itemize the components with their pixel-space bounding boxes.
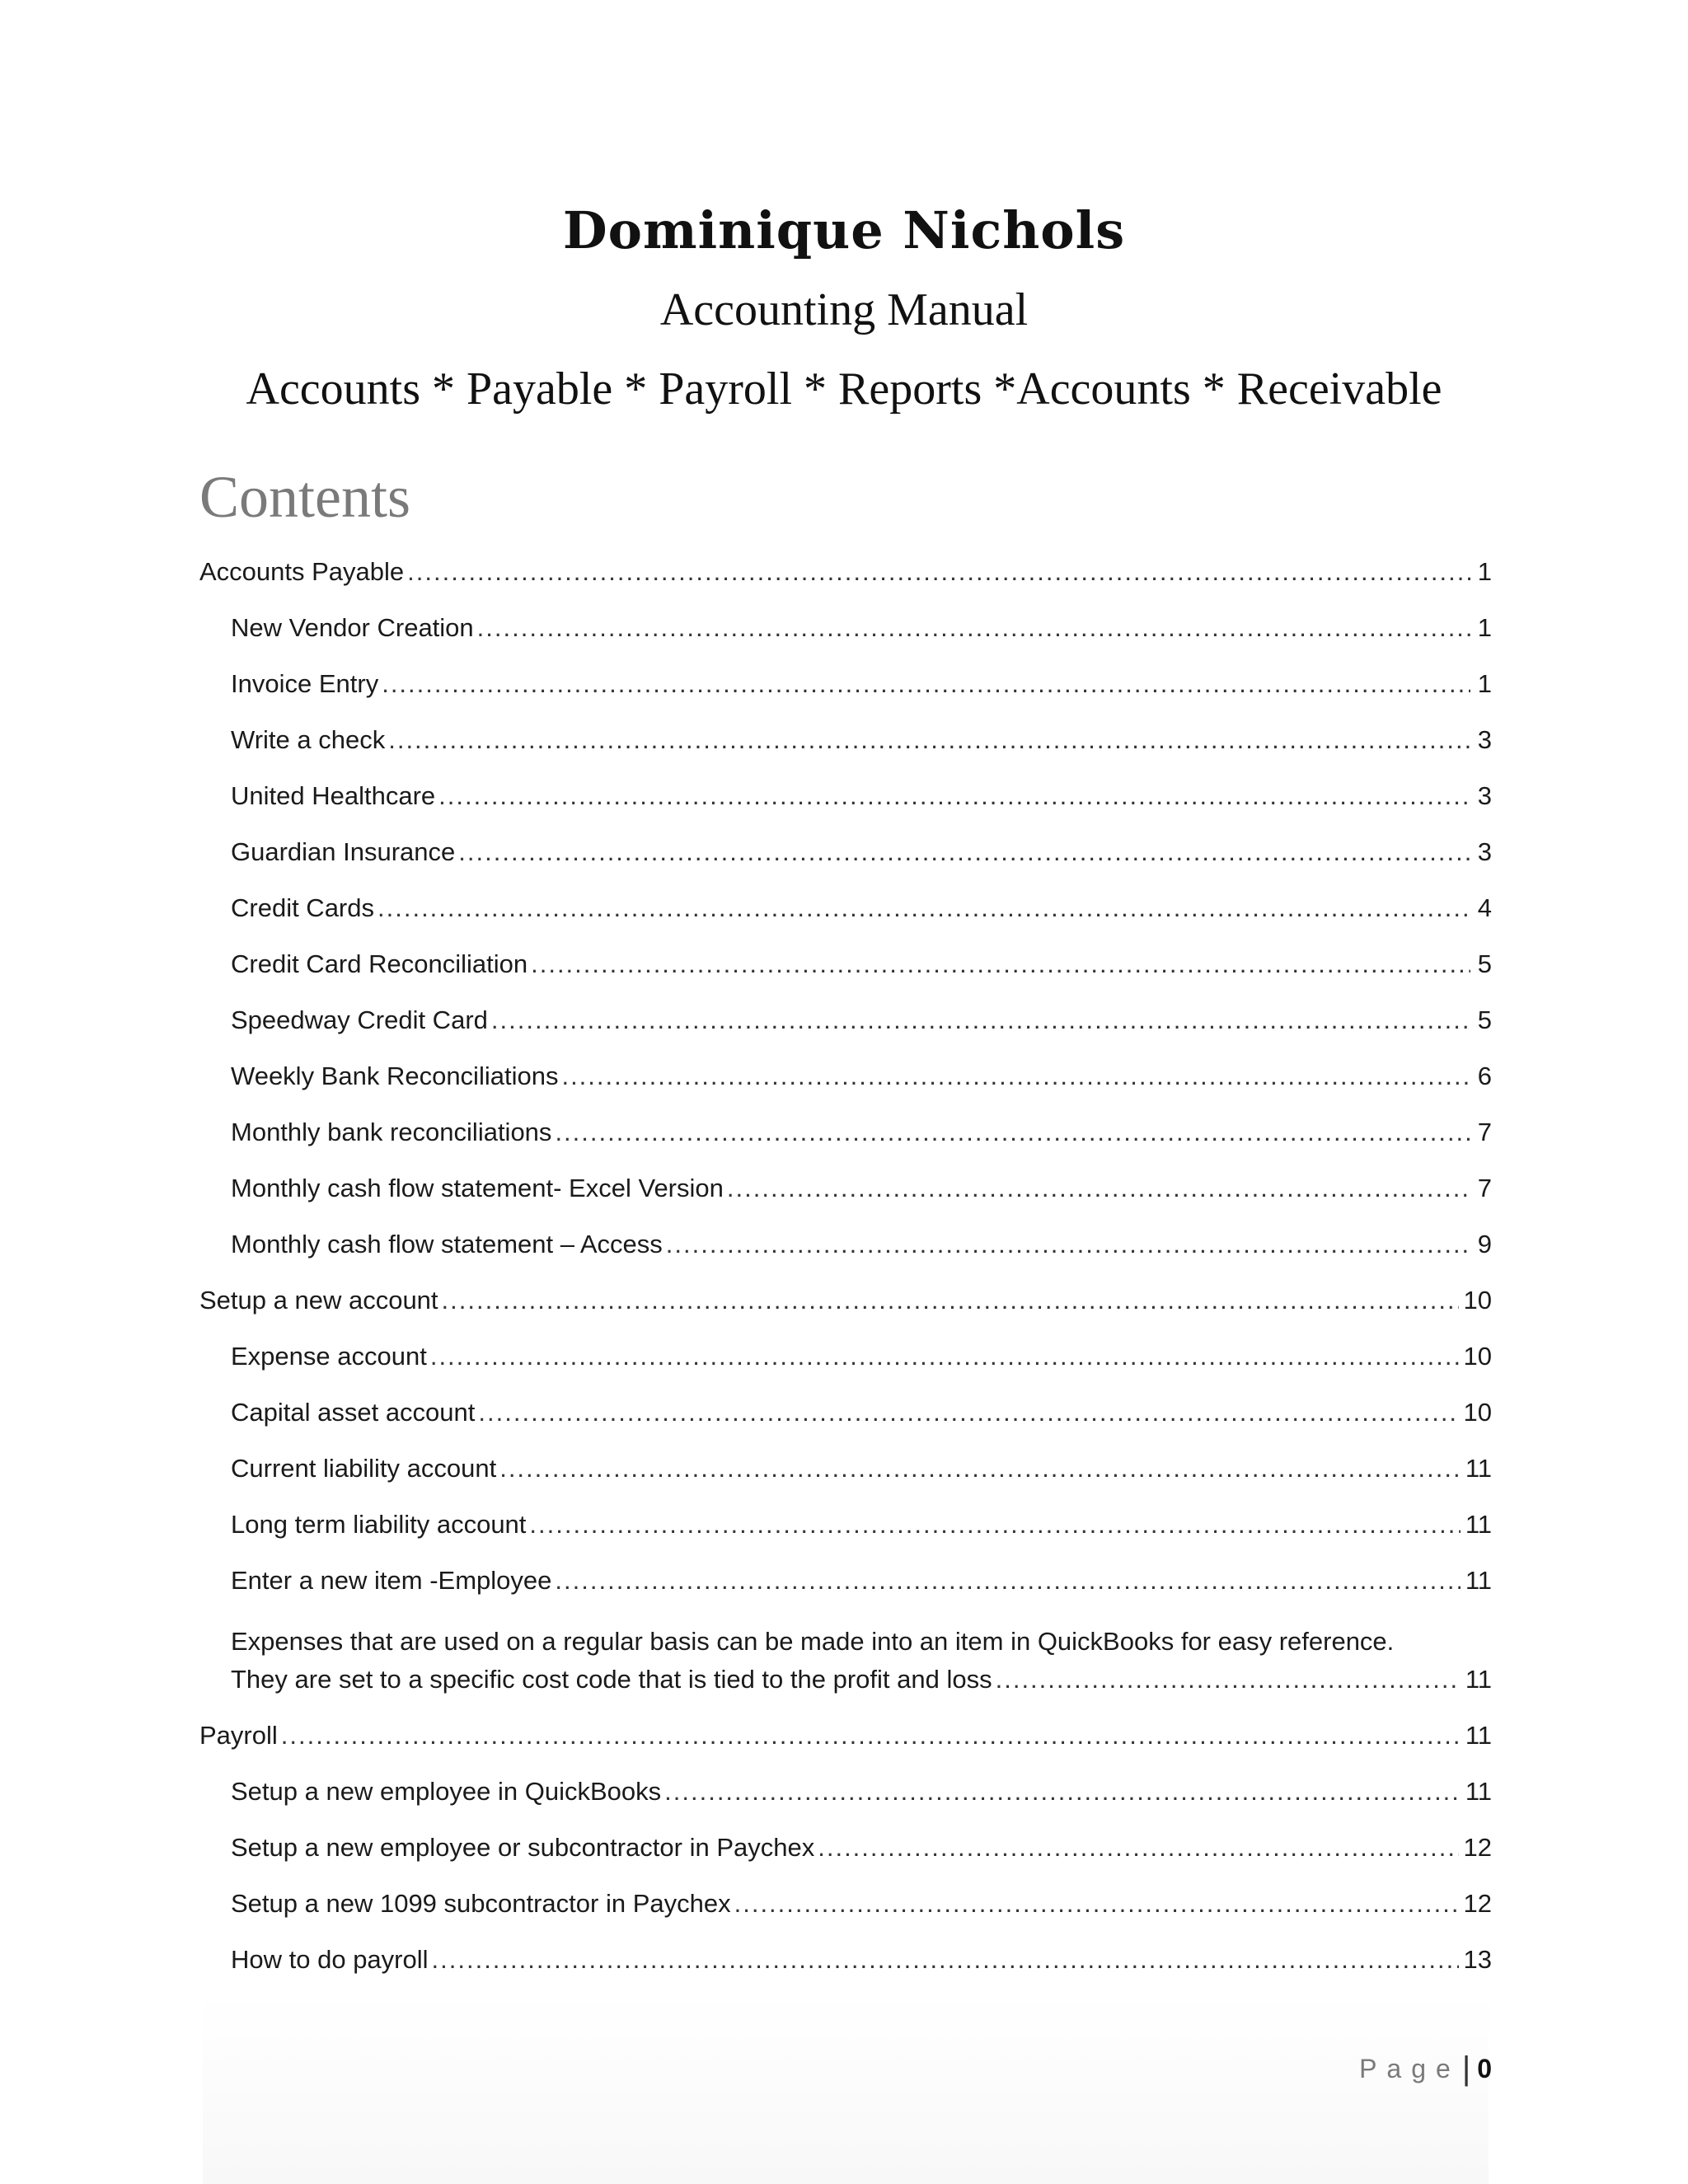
toc-entry-text: Setup a new account bbox=[199, 1286, 438, 1315]
toc-page-number: 10 bbox=[1463, 1342, 1492, 1371]
toc-subsection-entry[interactable] bbox=[199, 1808, 1492, 1864]
toc-subsection-entry[interactable] bbox=[199, 1597, 1492, 1696]
contents-heading: Contents bbox=[199, 464, 411, 530]
document-header bbox=[0, 191, 1688, 429]
footer-page-number: 0 bbox=[1477, 2053, 1492, 2083]
footer-separator: | bbox=[1461, 2050, 1471, 2087]
toc-subsection-entry[interactable] bbox=[199, 1149, 1492, 1205]
toc-page-number: 11 bbox=[1465, 1566, 1492, 1595]
toc-subsection-entry[interactable] bbox=[199, 1373, 1492, 1429]
toc-page-number: 12 bbox=[1463, 1889, 1492, 1918]
toc-subsection-entry[interactable] bbox=[199, 1317, 1492, 1373]
toc-section-entry[interactable] bbox=[199, 532, 1492, 588]
toc-subsection-entry[interactable] bbox=[199, 1093, 1492, 1149]
toc-page-number: 10 bbox=[1463, 1286, 1492, 1315]
toc-entry-text: Monthly cash flow statement- Excel Version bbox=[231, 1174, 724, 1202]
toc-leader-dots bbox=[561, 1060, 1470, 1093]
toc-page-number: 6 bbox=[1477, 1062, 1492, 1090]
toc-entry-text: Payroll bbox=[199, 1721, 278, 1750]
toc-subsection-entry[interactable] bbox=[199, 757, 1492, 813]
toc-entry-text: Speedway Credit Card bbox=[231, 1005, 488, 1034]
toc-subsection-entry[interactable] bbox=[199, 1485, 1492, 1541]
toc-leader-dots bbox=[996, 1663, 1461, 1696]
toc-leader-dots bbox=[477, 612, 1470, 644]
toc-entry-text: Enter a new item -Employee bbox=[231, 1566, 552, 1595]
toc-entry-text: Capital asset account bbox=[231, 1398, 476, 1427]
toc-subsection-entry[interactable] bbox=[199, 588, 1492, 644]
toc-leader-dots bbox=[555, 1116, 1470, 1149]
document-subtitle: Accounting Manual bbox=[659, 284, 1029, 335]
toc-entry-text: How to do payroll bbox=[231, 1945, 429, 1974]
toc-entry-text: They are set to a specific cost code that is tied to the profit and loss bbox=[231, 1665, 992, 1694]
toc-page-number: 4 bbox=[1477, 893, 1492, 922]
toc-leader-dots bbox=[664, 1775, 1461, 1808]
toc-subsection-entry[interactable] bbox=[199, 644, 1492, 701]
toc-subsection-entry[interactable] bbox=[199, 1920, 1492, 1976]
toc-entry-text: Accounts Payable bbox=[199, 557, 405, 586]
toc-page-number: 11 bbox=[1465, 1454, 1492, 1483]
toc-leader-dots bbox=[555, 1564, 1460, 1597]
toc-page-number: 12 bbox=[1463, 1833, 1492, 1862]
toc-page-number: 1 bbox=[1477, 669, 1492, 698]
toc-entry-text: Write a check bbox=[231, 725, 386, 754]
table-of-contents bbox=[199, 532, 1492, 1976]
toc-subsection-entry[interactable] bbox=[199, 1429, 1492, 1485]
toc-page-number: 7 bbox=[1477, 1118, 1492, 1146]
toc-entry-text: Expense account bbox=[231, 1342, 427, 1371]
toc-leader-dots bbox=[818, 1831, 1458, 1864]
toc-page-number: 11 bbox=[1465, 1777, 1492, 1806]
toc-leader-dots bbox=[432, 1943, 1459, 1976]
toc-page-number: 3 bbox=[1477, 725, 1492, 754]
toc-subsection-entry[interactable] bbox=[199, 1037, 1492, 1093]
page-bottom-shade bbox=[203, 1994, 1489, 2184]
toc-leader-dots bbox=[407, 555, 1470, 588]
toc-leader-dots bbox=[388, 724, 1470, 757]
page-footer bbox=[1359, 2052, 1492, 2085]
toc-section-entry[interactable] bbox=[199, 1696, 1492, 1752]
toc-entry-text: United Healthcare bbox=[231, 781, 436, 810]
toc-entry-text: Monthly bank reconciliations bbox=[231, 1118, 552, 1146]
toc-leader-dots bbox=[382, 668, 1470, 701]
toc-subsection-entry[interactable] bbox=[199, 925, 1492, 981]
footer-page-label: Page bbox=[1359, 2053, 1461, 2083]
toc-entry-text: New Vendor Creation bbox=[231, 613, 474, 642]
toc-subsection-entry[interactable] bbox=[199, 813, 1492, 869]
toc-page-number: 11 bbox=[1465, 1510, 1492, 1539]
toc-leader-dots bbox=[529, 1508, 1460, 1541]
toc-leader-dots bbox=[438, 780, 1470, 813]
toc-page-number: 1 bbox=[1477, 613, 1492, 642]
toc-leader-dots bbox=[442, 1284, 1459, 1317]
toc-page-number: 7 bbox=[1477, 1174, 1492, 1202]
toc-entry-text: Invoice Entry bbox=[231, 669, 379, 698]
toc-page-number: 9 bbox=[1477, 1230, 1492, 1258]
toc-leader-dots bbox=[281, 1719, 1461, 1752]
toc-leader-dots bbox=[499, 1452, 1461, 1485]
toc-entry-text: Setup a new employee in QuickBooks bbox=[231, 1777, 662, 1806]
toc-leader-dots bbox=[666, 1228, 1470, 1261]
toc-page-number: 13 bbox=[1463, 1945, 1492, 1974]
toc-leader-dots bbox=[458, 836, 1470, 869]
toc-subsection-entry[interactable] bbox=[199, 1864, 1492, 1920]
toc-page-number: 11 bbox=[1465, 1665, 1492, 1694]
toc-entry-text: Guardian Insurance bbox=[231, 837, 456, 866]
toc-entry-text: Monthly cash flow statement – Access bbox=[231, 1230, 663, 1258]
toc-subsection-entry[interactable] bbox=[199, 869, 1492, 925]
toc-subsection-entry[interactable] bbox=[199, 1205, 1492, 1261]
toc-page-number: 1 bbox=[1477, 557, 1492, 586]
toc-leader-dots bbox=[430, 1340, 1459, 1373]
document-tagline: Accounts * Payable * Payroll * Reports *Accounts * Receivable bbox=[246, 363, 1442, 415]
toc-section-entry[interactable] bbox=[199, 1261, 1492, 1317]
toc-subsection-entry[interactable] bbox=[199, 1541, 1492, 1597]
toc-leader-dots bbox=[727, 1172, 1470, 1205]
document-title: Dominique Nichols bbox=[562, 200, 1126, 260]
toc-page-number: 3 bbox=[1477, 781, 1492, 810]
toc-page-number: 11 bbox=[1465, 1721, 1492, 1750]
toc-leader-dots bbox=[377, 892, 1470, 925]
toc-entry-text: Setup a new employee or subcontractor in Paychex bbox=[231, 1833, 815, 1862]
toc-leader-dots bbox=[531, 948, 1470, 981]
toc-page-number: 10 bbox=[1463, 1398, 1492, 1427]
toc-page-number: 5 bbox=[1477, 949, 1492, 978]
toc-entry-text-line1: Expenses that are used on a regular basis can be made into an item in QuickBooks for easy reference. bbox=[231, 1627, 1395, 1656]
toc-entry-text: Credit Card Reconciliation bbox=[231, 949, 528, 978]
toc-subsection-entry[interactable] bbox=[199, 701, 1492, 757]
toc-entry-text: Long term liability account bbox=[231, 1510, 527, 1539]
toc-leader-dots bbox=[734, 1887, 1459, 1920]
toc-entry-text: Weekly Bank Reconciliations bbox=[231, 1062, 559, 1090]
toc-leader-dots bbox=[478, 1396, 1458, 1429]
toc-entry-text: Current liability account bbox=[231, 1454, 497, 1483]
toc-entry-text: Credit Cards bbox=[231, 893, 374, 922]
toc-leader-dots bbox=[491, 1004, 1470, 1037]
toc-entry-text: Setup a new 1099 subcontractor in Paychex bbox=[231, 1889, 731, 1918]
toc-page-number: 5 bbox=[1477, 1005, 1492, 1034]
toc-subsection-entry[interactable] bbox=[199, 1752, 1492, 1808]
toc-subsection-entry[interactable] bbox=[199, 981, 1492, 1037]
toc-page-number: 3 bbox=[1477, 837, 1492, 866]
